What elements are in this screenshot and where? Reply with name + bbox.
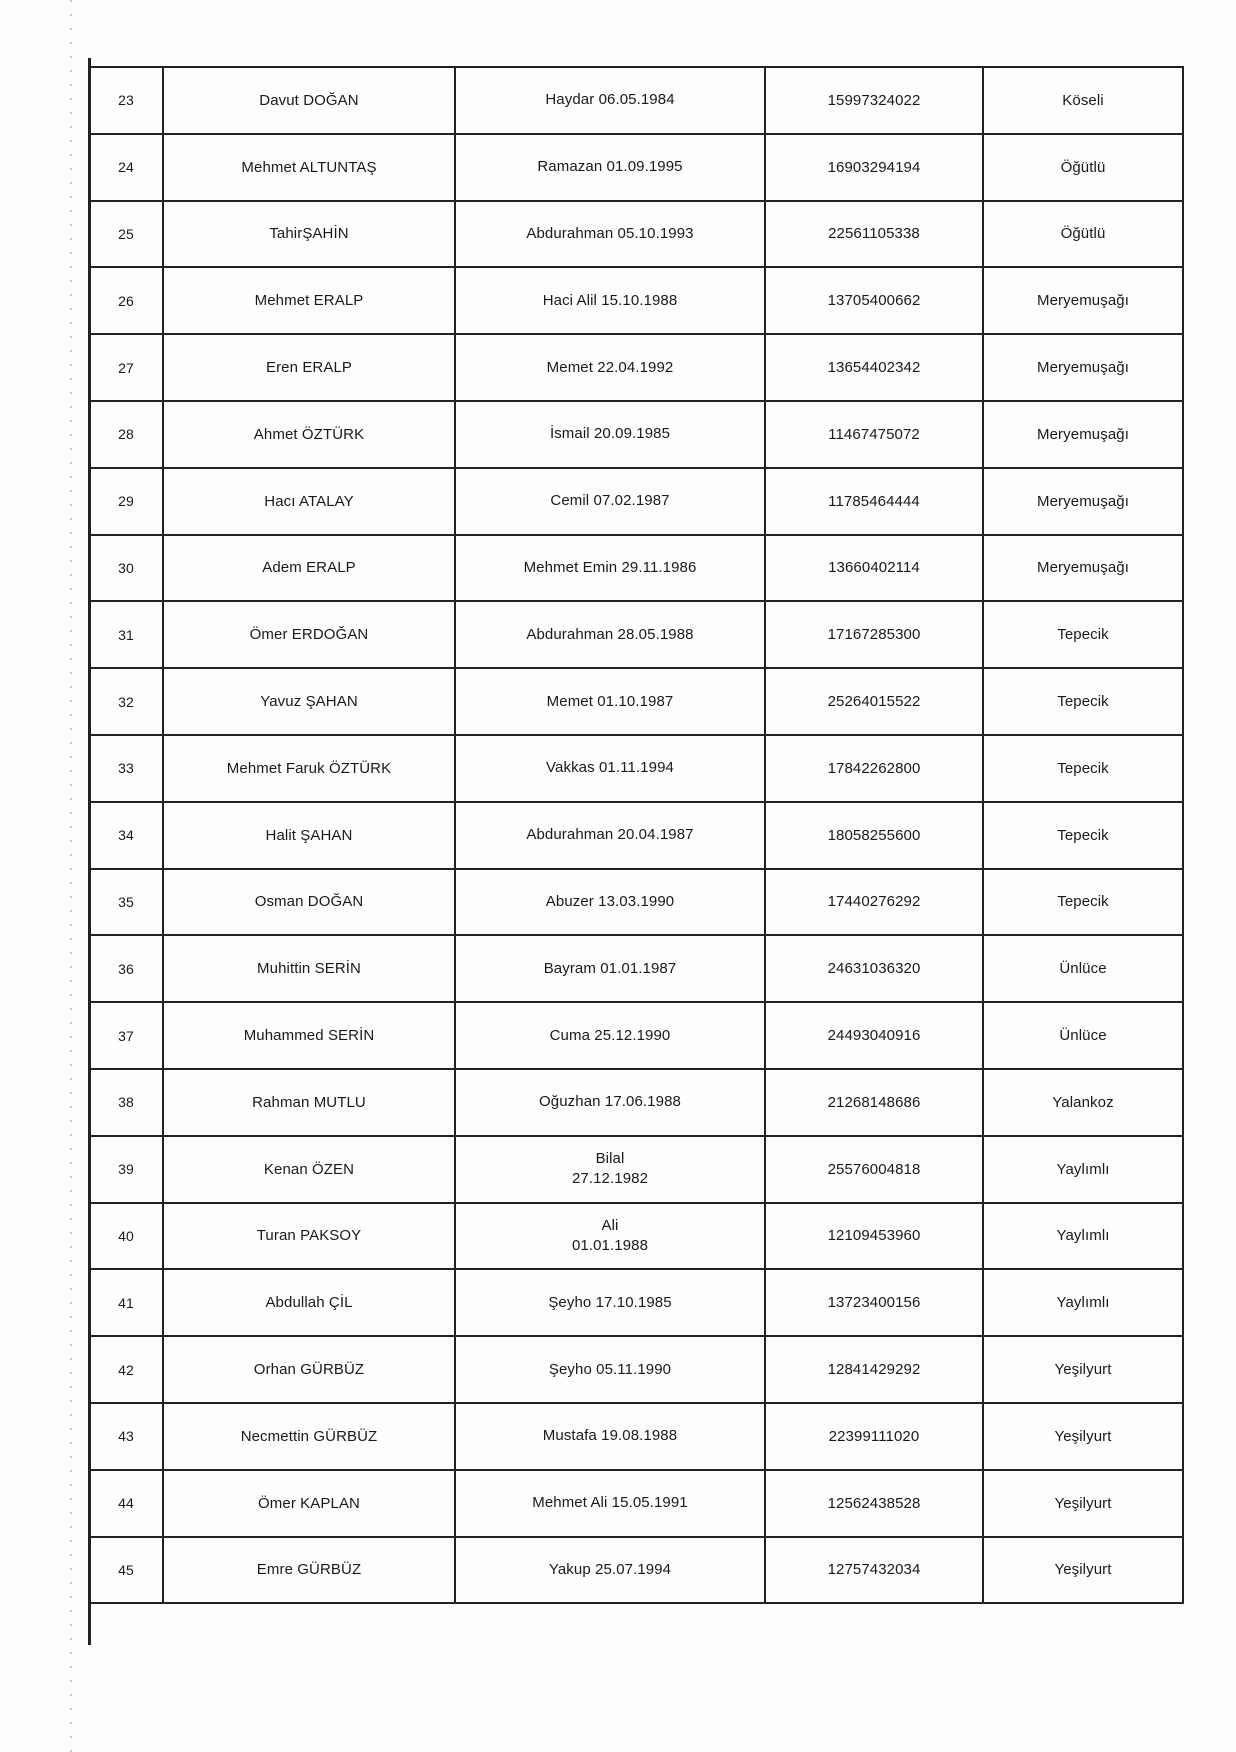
person-name: Ahmet ÖZTÜRK bbox=[163, 401, 455, 468]
father-birth-text: Şeyho 17.10.1985 bbox=[548, 1293, 672, 1311]
id-number: 16903294194 bbox=[765, 134, 983, 201]
table-row bbox=[89, 201, 1183, 268]
person-name: Orhan GÜRBÜZ bbox=[163, 1336, 455, 1403]
father-birth-text: Mehmet Ali 15.05.1991 bbox=[532, 1494, 688, 1512]
person-name: Ömer ERDOĞAN bbox=[163, 601, 455, 668]
father-name-birth-date bbox=[455, 401, 765, 468]
father-birth-text: İsmail 20.09.1985 bbox=[549, 425, 671, 443]
id-number: 12562438528 bbox=[765, 1470, 983, 1537]
person-name: Kenan ÖZEN bbox=[163, 1136, 455, 1203]
id-number: 12757432034 bbox=[765, 1537, 983, 1604]
person-name: TahirŞAHİN bbox=[163, 201, 455, 268]
id-number: 12841429292 bbox=[765, 1336, 983, 1403]
person-name: Halit ŞAHAN bbox=[163, 802, 455, 869]
row-number: 24 bbox=[89, 134, 163, 201]
father-name-birth-date bbox=[455, 1336, 765, 1403]
table-row bbox=[89, 1470, 1183, 1537]
table-row bbox=[89, 1203, 1183, 1270]
table-row bbox=[89, 1069, 1183, 1136]
village-name: Öğütlü bbox=[983, 134, 1183, 201]
village-name: Tepecik bbox=[983, 802, 1183, 869]
id-number: 13723400156 bbox=[765, 1269, 983, 1336]
row-number: 31 bbox=[89, 601, 163, 668]
row-number: 45 bbox=[89, 1537, 163, 1604]
father-name-birth-date bbox=[455, 535, 765, 602]
father-birth-text: Abdurahman 20.04.1987 bbox=[526, 826, 694, 844]
village-name: Yaylımlı bbox=[983, 1269, 1183, 1336]
village-name: Ünlüce bbox=[983, 1002, 1183, 1069]
row-number: 41 bbox=[89, 1269, 163, 1336]
person-name: Eren ERALP bbox=[163, 334, 455, 401]
village-name: Yalankoz bbox=[983, 1069, 1183, 1136]
table-row bbox=[89, 267, 1183, 334]
table-row bbox=[89, 735, 1183, 802]
father-name-birth-date bbox=[455, 134, 765, 201]
table-row bbox=[89, 802, 1183, 869]
father-birth-text: Memet 22.04.1992 bbox=[546, 358, 674, 376]
father-birth-text: Bayram 01.01.1987 bbox=[543, 959, 677, 977]
id-number: 17842262800 bbox=[765, 735, 983, 802]
village-name: Öğütlü bbox=[983, 201, 1183, 268]
id-number: 25264015522 bbox=[765, 668, 983, 735]
village-name: Yeşilyurt bbox=[983, 1470, 1183, 1537]
father-name-birth-date bbox=[455, 668, 765, 735]
father-birth-text: Haydar 06.05.1984 bbox=[545, 91, 675, 109]
row-number: 26 bbox=[89, 267, 163, 334]
village-name: Yeşilyurt bbox=[983, 1403, 1183, 1470]
father-birth-text: Abdurahman 28.05.1988 bbox=[526, 625, 694, 643]
table-row bbox=[89, 401, 1183, 468]
father-name-birth-date bbox=[455, 869, 765, 936]
id-number: 12109453960 bbox=[765, 1203, 983, 1270]
id-number: 13660402114 bbox=[765, 535, 983, 602]
village-name: Meryemuşağı bbox=[983, 535, 1183, 602]
row-number: 30 bbox=[89, 535, 163, 602]
table-row bbox=[89, 1403, 1183, 1470]
village-name: Meryemuşağı bbox=[983, 401, 1183, 468]
father-name-birth-date bbox=[455, 468, 765, 535]
roster-body bbox=[89, 67, 1183, 1603]
id-number: 13705400662 bbox=[765, 267, 983, 334]
village-name: Tepecik bbox=[983, 668, 1183, 735]
person-name: Turan PAKSOY bbox=[163, 1203, 455, 1270]
row-number: 35 bbox=[89, 869, 163, 936]
person-name: Mehmet ALTUNTAŞ bbox=[163, 134, 455, 201]
table-row bbox=[89, 1336, 1183, 1403]
row-number: 28 bbox=[89, 401, 163, 468]
row-number: 29 bbox=[89, 468, 163, 535]
birth-date-text: 01.01.1988 bbox=[571, 1236, 649, 1254]
id-number: 18058255600 bbox=[765, 802, 983, 869]
person-name: Muhittin SERİN bbox=[163, 935, 455, 1002]
father-name-birth-date bbox=[455, 1403, 765, 1470]
village-name: Köseli bbox=[983, 67, 1183, 134]
table-row bbox=[89, 334, 1183, 401]
id-number: 17167285300 bbox=[765, 601, 983, 668]
id-number: 13654402342 bbox=[765, 334, 983, 401]
father-birth-text: Cuma 25.12.1990 bbox=[549, 1026, 671, 1044]
table-row bbox=[89, 668, 1183, 735]
father-name-birth-date bbox=[455, 201, 765, 268]
father-birth-text: Mehmet Emin 29.11.1986 bbox=[523, 558, 697, 576]
father-name-birth-date bbox=[455, 1269, 765, 1336]
row-number: 36 bbox=[89, 935, 163, 1002]
row-number: 40 bbox=[89, 1203, 163, 1270]
row-number: 39 bbox=[89, 1136, 163, 1203]
village-name: Yeşilyurt bbox=[983, 1336, 1183, 1403]
table-row bbox=[89, 67, 1183, 134]
table-row bbox=[89, 601, 1183, 668]
id-number: 11785464444 bbox=[765, 468, 983, 535]
table-row bbox=[89, 1002, 1183, 1069]
father-birth-text: Abdurahman 05.10.1993 bbox=[526, 224, 694, 242]
father-birth-text: Haci Alil 15.10.1988 bbox=[542, 291, 678, 309]
father-name-birth-date bbox=[455, 267, 765, 334]
person-name: Ömer KAPLAN bbox=[163, 1470, 455, 1537]
row-number: 32 bbox=[89, 668, 163, 735]
village-name: Ünlüce bbox=[983, 935, 1183, 1002]
row-number: 33 bbox=[89, 735, 163, 802]
father-name-birth-date bbox=[455, 1537, 765, 1604]
village-name: Yaylımlı bbox=[983, 1136, 1183, 1203]
father-birth-text: Cemil 07.02.1987 bbox=[550, 492, 670, 510]
id-number: 17440276292 bbox=[765, 869, 983, 936]
village-name: Meryemuşağı bbox=[983, 267, 1183, 334]
village-name: Meryemuşağı bbox=[983, 334, 1183, 401]
father-birth-text: Oğuzhan 17.06.1988 bbox=[539, 1093, 681, 1111]
id-number: 25576004818 bbox=[765, 1136, 983, 1203]
father-name-birth-date bbox=[455, 67, 765, 134]
table-row bbox=[89, 869, 1183, 936]
birth-date-text: 27.12.1982 bbox=[571, 1170, 649, 1188]
father-birth-text: Bilal bbox=[595, 1150, 625, 1168]
father-birth-text: Mustafa 19.08.1988 bbox=[542, 1427, 678, 1445]
row-number: 37 bbox=[89, 1002, 163, 1069]
father-birth-text: Şeyho 05.11.1990 bbox=[548, 1360, 672, 1378]
table-row bbox=[89, 935, 1183, 1002]
village-name: Meryemuşağı bbox=[983, 468, 1183, 535]
person-name: Abdullah ÇİL bbox=[163, 1269, 455, 1336]
table-row bbox=[89, 468, 1183, 535]
person-name: Adem ERALP bbox=[163, 535, 455, 602]
father-name-birth-date bbox=[455, 935, 765, 1002]
row-number: 27 bbox=[89, 334, 163, 401]
scan-edge-line bbox=[88, 58, 91, 1645]
father-name-birth-date bbox=[455, 1203, 765, 1270]
row-number: 43 bbox=[89, 1403, 163, 1470]
father-name-birth-date bbox=[455, 1002, 765, 1069]
table-row bbox=[89, 1269, 1183, 1336]
scan-noise bbox=[70, 0, 72, 1752]
person-name: Necmettin GÜRBÜZ bbox=[163, 1403, 455, 1470]
father-birth-text: Ramazan 01.09.1995 bbox=[537, 158, 683, 176]
father-birth-text: Ali bbox=[601, 1216, 619, 1234]
person-name: Rahman MUTLU bbox=[163, 1069, 455, 1136]
roster-table bbox=[88, 66, 1184, 1604]
father-name-birth-date bbox=[455, 735, 765, 802]
table-row bbox=[89, 1136, 1183, 1203]
father-name-birth-date bbox=[455, 802, 765, 869]
father-name-birth-date bbox=[455, 1136, 765, 1203]
table-row bbox=[89, 535, 1183, 602]
person-name: Osman DOĞAN bbox=[163, 869, 455, 936]
person-name: Emre GÜRBÜZ bbox=[163, 1537, 455, 1604]
village-name: Tepecik bbox=[983, 735, 1183, 802]
row-number: 38 bbox=[89, 1069, 163, 1136]
father-birth-text: Abuzer 13.03.1990 bbox=[545, 892, 675, 910]
person-name: Mehmet Faruk ÖZTÜRK bbox=[163, 735, 455, 802]
row-number: 44 bbox=[89, 1470, 163, 1537]
row-number: 25 bbox=[89, 201, 163, 268]
id-number: 22561105338 bbox=[765, 201, 983, 268]
person-name: Muhammed SERİN bbox=[163, 1002, 455, 1069]
person-name: Davut DOĞAN bbox=[163, 67, 455, 134]
father-name-birth-date bbox=[455, 1470, 765, 1537]
table-row bbox=[89, 134, 1183, 201]
id-number: 15997324022 bbox=[765, 67, 983, 134]
id-number: 11467475072 bbox=[765, 401, 983, 468]
row-number: 34 bbox=[89, 802, 163, 869]
village-name: Tepecik bbox=[983, 601, 1183, 668]
father-birth-text: Yakup 25.07.1994 bbox=[548, 1560, 672, 1578]
village-name: Yeşilyurt bbox=[983, 1537, 1183, 1604]
person-name: Yavuz ŞAHAN bbox=[163, 668, 455, 735]
village-name: Yaylımlı bbox=[983, 1203, 1183, 1270]
id-number: 24631036320 bbox=[765, 935, 983, 1002]
row-number: 23 bbox=[89, 67, 163, 134]
person-name: Mehmet ERALP bbox=[163, 267, 455, 334]
father-birth-text: Vakkas 01.11.1994 bbox=[546, 759, 674, 777]
row-number: 42 bbox=[89, 1336, 163, 1403]
father-name-birth-date bbox=[455, 1069, 765, 1136]
father-name-birth-date bbox=[455, 601, 765, 668]
table-row bbox=[89, 1537, 1183, 1604]
id-number: 21268148686 bbox=[765, 1069, 983, 1136]
village-name: Tepecik bbox=[983, 869, 1183, 936]
father-name-birth-date bbox=[455, 334, 765, 401]
father-birth-text: Memet 01.10.1987 bbox=[546, 692, 674, 710]
person-name: Hacı ATALAY bbox=[163, 468, 455, 535]
id-number: 24493040916 bbox=[765, 1002, 983, 1069]
id-number: 22399111020 bbox=[765, 1403, 983, 1470]
